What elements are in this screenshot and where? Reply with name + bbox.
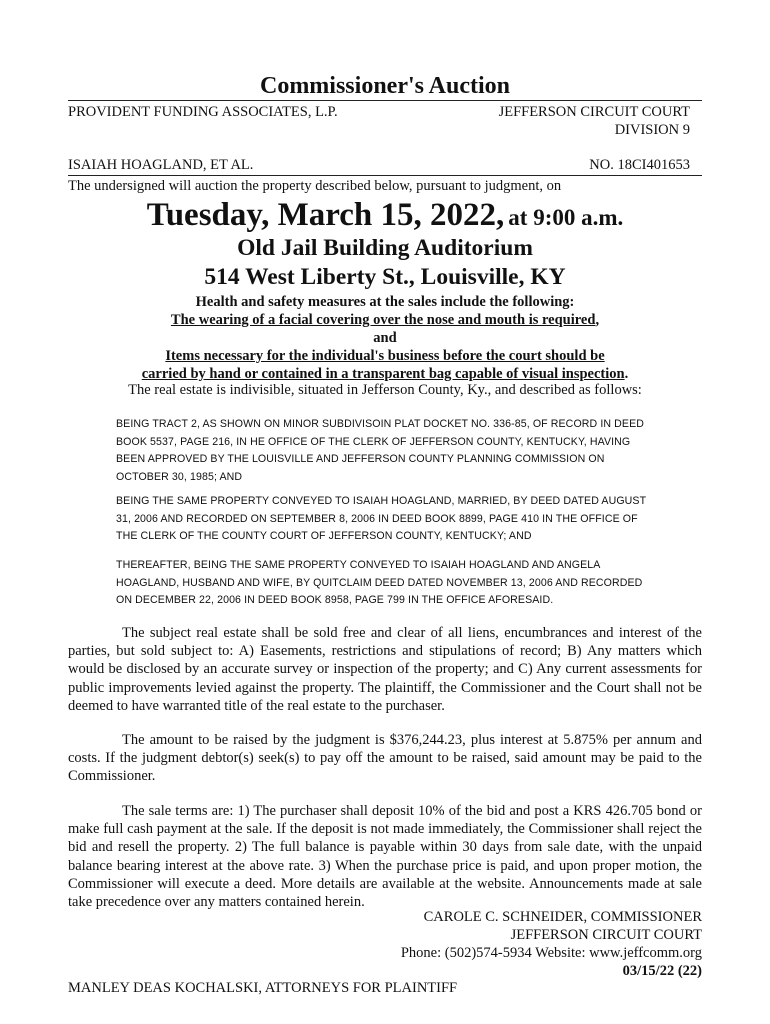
mask-requirement-end: , — [595, 312, 600, 328]
description-intro: The real estate is indivisible, situated in Jefferson County, Ky., and described as follows: — [128, 382, 642, 398]
bag-requirement-b: carried by hand or contained in a transparent bag capable of visual inspection — [141, 366, 625, 382]
legal-description-1: BEING TRACT 2, AS SHOWN ON MINOR SUBDIVISOIN PLAT DOCKET NO. 336-85, OF RECORD IN DEED BOOK 5537, PAGE 216, IN HE OFFICE OF THE CLERK OF JEFFERSON COUNTY, KENTUCKY, HAVING BEEN APPROVED BY THE LOUISVILLE AND JEFFERSON COUNTY PLANNING COMMISSION ON OCTOBER 30, 1985; AND — [116, 418, 644, 483]
caption-row-3 — [68, 157, 702, 174]
intro-text: The undersigned will auction the property described below, pursuant to judgment, on — [68, 178, 562, 194]
paragraph-sale-terms-text: The sale terms are: 1) The purchaser shall deposit 10% of the bid and post a KRS 426.705 bond or make full cash payment at the sale. If the deposit is not made immediately, the Commissioner shall reject the bid and resell the property. 2) The full balance is payable within 30 days from sale date, with the unpaid balance bearing interest at the above rate. 3) When the purchase price is paid, and upon proper motion, the Commissioner will execute a deed. More details are available at the website. Announcements made at sale take precedence over any matters contained herein. — [68, 803, 702, 911]
page-title: Commissioner's Auction — [259, 73, 510, 99]
court-division: DIVISION 9 — [614, 122, 690, 138]
paragraph-judgment-amount-text: The amount to be raised by the judgment is $376,244.23, plus interest at 5.875% per annum and costs. If the judgment debtor(s) seek(s) to pay off the amount to be raised, said amount may be paid to the Commissioner. — [68, 732, 702, 785]
commissioner-name: CAROLE C. SCHNEIDER, COMMISSIONER — [423, 909, 702, 925]
sale-date-line — [68, 197, 702, 239]
legal-description-3: THEREAFTER, BEING THE SAME PROPERTY CONVEYED TO ISAIAH HOAGLAND AND ANGELA HOAGLAND, HUSBAND AND WIFE, BY QUITCLAIM DEED DATED NOVEMBER 13, 2006 AND RECORDED ON DECEMBER 22, 2006 IN DEED BOOK 8958, PAGE 799 IN THE OFFICE AFORESAID. — [116, 559, 643, 606]
paragraph-judgment-amount — [68, 731, 702, 786]
attorney-line: MANLEY DEAS KOCHALSKI, ATTORNEYS FOR PLAINTIFF — [68, 980, 458, 996]
plaintiff-name: PROVIDENT FUNDING ASSOCIATES, L.P. — [68, 104, 338, 120]
caption-row-1 — [68, 104, 702, 121]
paragraph-sale-terms — [68, 802, 702, 911]
paragraph-sale-conditions — [68, 624, 702, 715]
sale-address: 514 West Liberty St., Louisville, KY — [204, 264, 566, 290]
sale-venue: Old Jail Building Auditorium — [237, 235, 533, 261]
mask-requirement: The wearing of a facial covering over the nose and mouth is required — [170, 312, 596, 328]
bag-requirement-end: . — [624, 366, 629, 382]
case-number: NO. 18CI401653 — [589, 157, 690, 173]
defendant-name: ISAIAH HOAGLAND, ET AL. — [68, 157, 254, 173]
paragraph-sale-conditions-text: The subject real estate shall be sold free and clear of all liens, encumbrances and interest of the parties, but sold subject to: A) Easements, restrictions and stipulations of record; B) Any matters which would be disclosed by an accurate survey or inspection of the property; and C) Any current assessments for public improvements levied against the property. The plaintiff, the Commissioner and the Court shall not be deemed to have warranted title of the real estate to the purchaser. — [68, 625, 702, 714]
bag-requirement-a: Items necessary for the individual's business before the court should be — [165, 348, 605, 364]
health-line-2b — [68, 365, 702, 383]
sale-date: Tuesday, March 15, 2022, — [146, 197, 505, 233]
title-rule — [68, 100, 702, 101]
publication-date — [302, 962, 702, 981]
commissioner-court: JEFFERSON CIRCUIT COURT — [510, 927, 702, 943]
health-heading: Health and safety measures at the sales include the following: — [195, 294, 575, 310]
caption-rule — [68, 175, 702, 176]
commissioner-contact: Phone: (502)574-5934 Website: www.jeffcomm.org — [400, 945, 702, 961]
sale-time: at 9:00 a.m. — [508, 205, 624, 230]
legal-description-2: BEING THE SAME PROPERTY CONVEYED TO ISAIAH HOAGLAND, MARRIED, BY DEED DATED AUGUST 31, 2006 AND RECORDED ON SEPTEMBER 8, 2006 IN DEED BOOK 8899, PAGE 410 IN THE OFFICE OF THE CLERK OF THE COUNTY COURT OF JEFFERSON COUNTY, KENTUCKY; AND — [116, 495, 646, 542]
publication-date-text: 03/15/22 (22) — [622, 963, 702, 979]
health-line-2a — [68, 347, 702, 365]
health-and: and — [373, 330, 397, 346]
health-line-1 — [68, 311, 702, 329]
court-name: JEFFERSON CIRCUIT COURT — [498, 104, 690, 120]
